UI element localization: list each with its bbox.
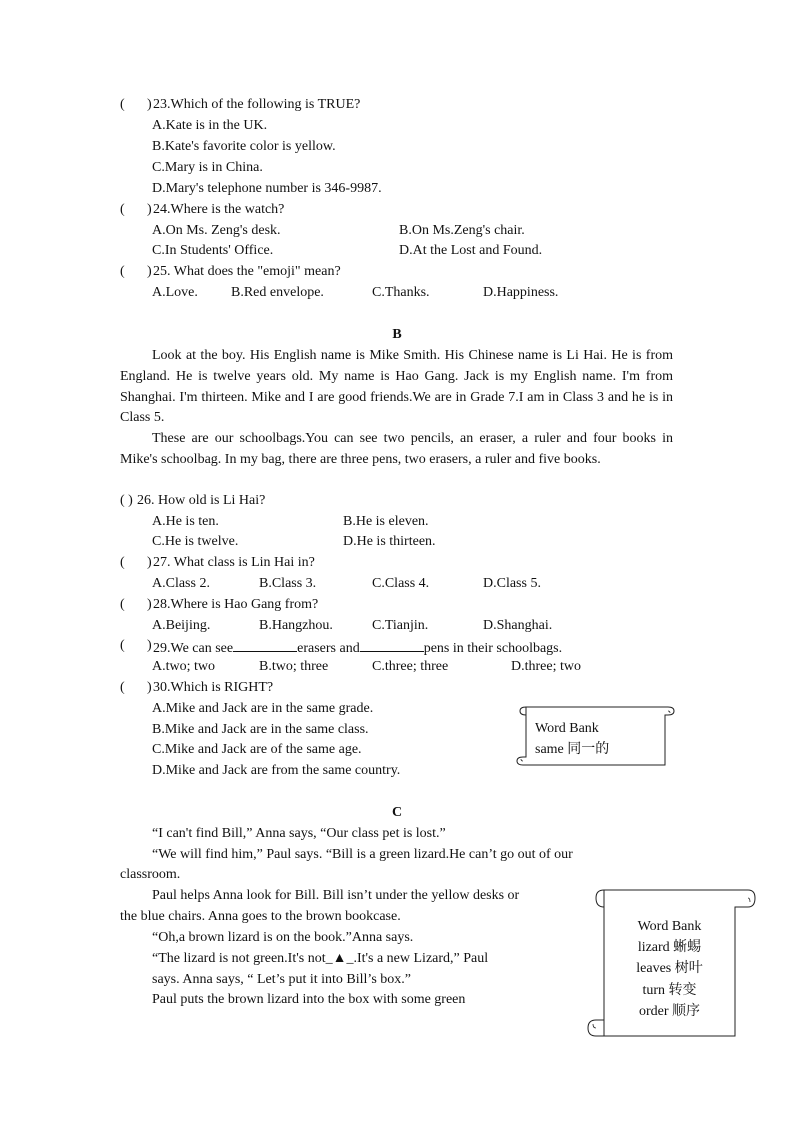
stem-part-3: pens in their schoolbags. <box>423 641 563 656</box>
option-d: D.Mary's telephone number is 346-9987. <box>152 181 382 196</box>
question-stem: 23.Which of the following is TRUE? <box>153 97 361 112</box>
passage-line: the blue chairs. Anna goes to the brown bookcase. <box>120 909 401 924</box>
answer-paren-close: ) <box>147 555 152 570</box>
option-b: B.Hangzhou. <box>259 618 333 633</box>
passage-line <box>152 950 488 968</box>
answer-paren-open: ( <box>120 202 125 217</box>
option-d: D.He is thirteen. <box>343 534 436 549</box>
passage-line: Paul helps Anna look for Bill. Bill isn’t under the yellow desks or <box>152 888 520 903</box>
answer-paren-open: ( <box>120 97 125 112</box>
option-c: C.Class 4. <box>372 576 430 591</box>
passage-line: “I can't find Bill,” Anna says, “Our class pet is lost.” <box>152 826 446 841</box>
answer-paren-open: ( <box>120 680 125 695</box>
passage-paragraph-1: Look at the boy. His English name is Mike Smith. His Chinese name is Li Hai. He is from England. He is twelve years old. My name is Hao Gang. Jack is my English name. I'm from Shanghai. I'm thirteen. Mike and I are good friends.We are in Grade 7.I am in Class 3 and he is in Class 5. <box>120 348 673 426</box>
answer-paren-open: ( <box>120 264 125 279</box>
question-stem: 28.Where is Hao Gang from? <box>153 597 319 612</box>
fill-blank[interactable] <box>233 637 297 652</box>
question-stem: 27. What class is Lin Hai in? <box>153 555 315 570</box>
option-b: B.On Ms.Zeng's chair. <box>399 223 525 238</box>
option-a: A.Love. <box>152 285 198 300</box>
passage-line: Paul puts the brown lizard into the box with some green <box>152 992 466 1007</box>
option-b: B.He is eleven. <box>343 514 429 529</box>
option-d: D.three; two <box>511 659 581 674</box>
option-a: A.Class 2. <box>152 576 210 591</box>
answer-paren-close: ) <box>147 680 152 695</box>
option-c: C.Mary is in China. <box>152 160 263 175</box>
option-a: A.Mike and Jack are in the same grade. <box>152 701 374 716</box>
option-b: B.two; three <box>259 659 329 674</box>
passage-line: classroom. <box>120 867 181 882</box>
word-bank-entry: turn 转变 <box>642 983 697 998</box>
question-stem: 24.Where is the watch? <box>153 202 285 217</box>
word-bank-title: Word Bank <box>637 919 702 934</box>
passage-line: says. Anna says, “ Let’s put it into Bill’s box.” <box>152 972 411 987</box>
answer-paren: ( ) <box>120 493 133 508</box>
option-b: B.Red envelope. <box>231 285 324 300</box>
answer-paren-close: ) <box>147 202 152 217</box>
option-a: A.He is ten. <box>152 514 219 529</box>
passage-paragraph-2: These are our schoolbags.You can see two pencils, an eraser, a ruler and four books in Mike's schoolbag. In my bag, there are three pens, two erasers, a ruler and five books. <box>120 431 673 467</box>
option-d: D.At the Lost and Found. <box>399 243 543 258</box>
word-bank-entry: order 顺序 <box>638 1004 701 1019</box>
option-a: A.On Ms. Zeng's desk. <box>152 223 281 238</box>
option-c: C.three; three <box>372 659 449 674</box>
answer-paren-close: ) <box>147 638 152 653</box>
option-b: B.Class 3. <box>259 576 317 591</box>
word-bank-entry: lizard 蜥蜴 <box>637 940 702 955</box>
word-bank-entry: leaves 树叶 <box>636 961 703 976</box>
line-part: “The lizard is not green.It's not_ <box>152 951 333 966</box>
question-stem: 25. What does the "emoji" mean? <box>153 264 341 279</box>
option-d: D.Shanghai. <box>483 618 553 633</box>
passage-line: “Oh,a brown lizard is on the book.”Anna says. <box>152 930 414 945</box>
word-bank-title: Word Bank <box>535 721 599 736</box>
option-c: C.Tianjin. <box>372 618 429 633</box>
option-c: C.In Students' Office. <box>152 243 274 258</box>
word-bank-entry: same 同一的 <box>535 742 610 757</box>
option-a: A.two; two <box>152 659 215 674</box>
question-stem: 26. How old is Li Hai? <box>137 493 266 508</box>
answer-paren-open: ( <box>120 597 125 612</box>
question-stem <box>153 637 562 658</box>
option-d: D.Happiness. <box>483 285 559 300</box>
option-a: A.Beijing. <box>152 618 211 633</box>
section-c-heading: C <box>391 805 403 820</box>
option-d: D.Mike and Jack are from the same country. <box>152 763 401 778</box>
answer-paren-close: ) <box>147 597 152 612</box>
question-stem: 30.Which is RIGHT? <box>153 680 274 695</box>
line-part: _.It's a new Lizard,” Paul <box>346 951 489 966</box>
fill-blank[interactable] <box>360 637 424 652</box>
section-b-passage <box>120 346 673 471</box>
option-b: B.Mike and Jack are in the same class. <box>152 722 369 737</box>
answer-paren-close: ) <box>147 264 152 279</box>
triangle-marker-icon: ▲ <box>332 951 347 966</box>
option-c: C.Mike and Jack are of the same age. <box>152 742 362 757</box>
option-c: C.He is twelve. <box>152 534 239 549</box>
option-b: B.Kate's favorite color is yellow. <box>152 139 336 154</box>
answer-paren-close: ) <box>147 97 152 112</box>
answer-paren-open: ( <box>120 638 125 653</box>
section-b-heading: B <box>392 327 402 342</box>
option-c: C.Thanks. <box>372 285 430 300</box>
option-d: D.Class 5. <box>483 576 541 591</box>
passage-line: “We will find him,” Paul says. “Bill is a green lizard.He can’t go out of our <box>152 847 573 862</box>
stem-part-1: 29.We can see <box>153 641 234 656</box>
option-a: A.Kate is in the UK. <box>152 118 268 133</box>
answer-paren-open: ( <box>120 555 125 570</box>
stem-part-2: erasers and <box>297 641 360 656</box>
